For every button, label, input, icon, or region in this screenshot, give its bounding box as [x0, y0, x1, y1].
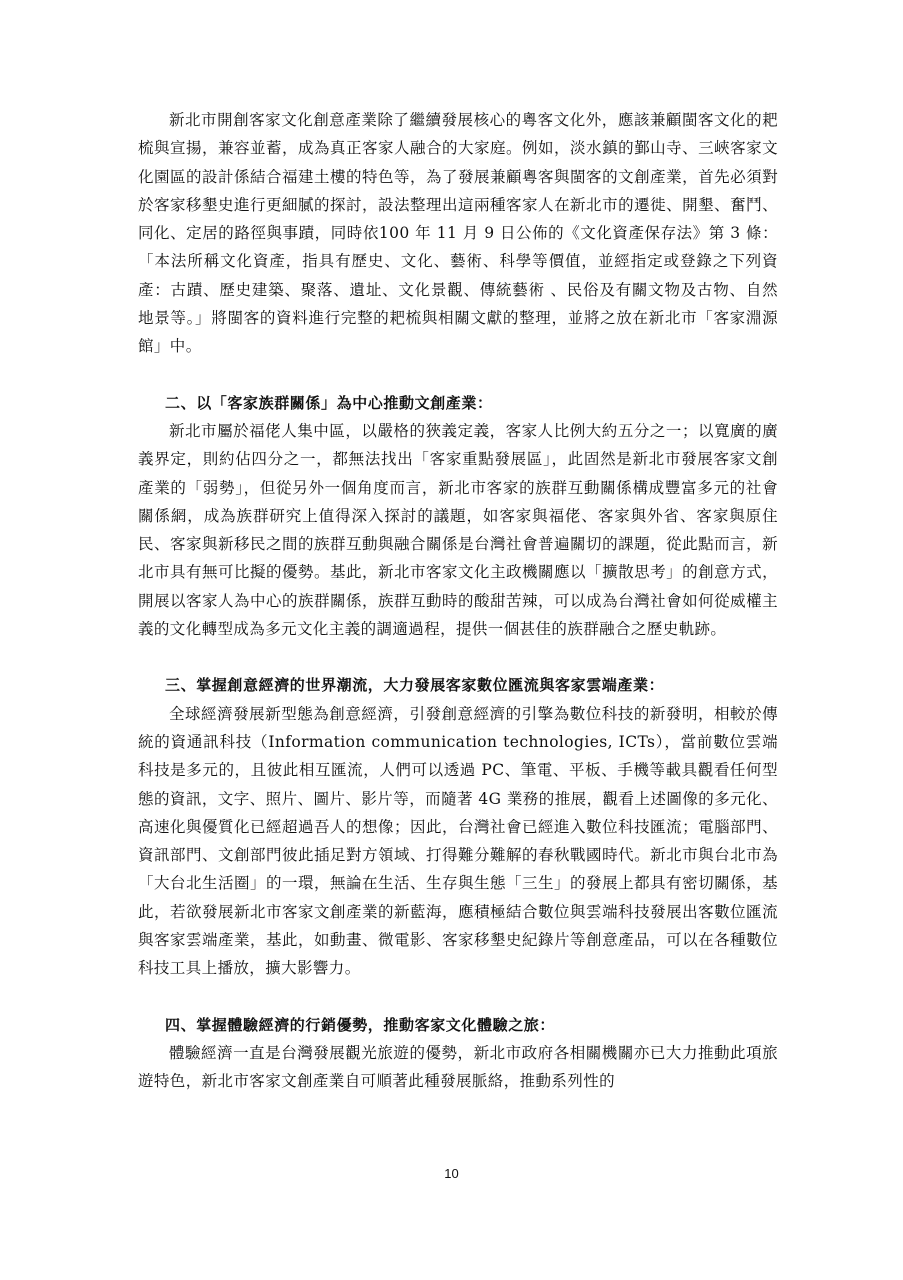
section-heading-creative-economy: 三、掌握創意經濟的世界潮流，大力發展客家數位匯流與客家雲端產業：	[165, 676, 665, 695]
section-heading-ethnic-relations: 二、以「客家族群關係」為中心推動文創產業：	[165, 393, 493, 412]
section-spacer	[138, 983, 778, 1011]
section-heading-experience-economy: 四、掌握體驗經濟的行銷優勢，推動客家文化體驗之旅：	[165, 1015, 556, 1034]
document-body	[138, 106, 778, 1096]
paragraph-experience-economy: 體驗經濟一直是台灣發展觀光旅遊的優勢，新北市政府各相關機關亦已大力推動此項旅遊特色，新北市客家文創產業自可順著此種發展脈絡，推動系列性的	[138, 1043, 778, 1091]
paragraph-creative-economy: 全球經濟發展新型態為創意經濟，引發創意經濟的引擎為數位科技的新發明，相較於傳統的資通訊科技（Information communication technologies, ICTs），當前數位雲端科技是多元的，且彼此相互匯流，人們可以透過 PC、筆電、平板、手機等載具觀看任何型態的資訊，文字、照片、圖片、影片等，而隨著 4G 業務的推展，觀看上述圖像的多元化、高速化與優質化已經超過吾人的想像；因此，台灣社會已經進入數位科技匯流；電腦部門、資訊部門、文創部門彼此插足對方領域、打得難分難解的春秋戰國時代。新北市與台北市為「大台北生活圈」的一環，無論在生活、生存與生態「三生」的發展上都具有密切關係，基此，若欲發展新北市客家文創產業的新藍海，應積極結合數位與雲端科技發展出客數位匯流與客家雲端產業，基此，如動畫、微電影、客家移墾史紀錄片等創意產品，可以在各種數位科技工具上播放，擴大影響力。	[138, 704, 778, 978]
section-spacer	[138, 643, 778, 671]
paragraph-hakka-culture-integration: 新北市開創客家文化創意產業除了繼續發展核心的粵客文化外，應該兼顧閩客文化的耙梳與宣揚，兼容並蓄，成為真正客家人融合的大家庭。例如，淡水鎮的鄞山寺、三峽客家文化園區的設計係結合福建土樓的特色等，為了發展兼顧粵客與閩客的文創產業，首先必須對於客家移墾史進行更細膩的探討，設法整理出這兩種客家人在新北市的遷徙、開墾、奮鬥、同化、定居的路徑與事蹟，同時依100 年 11 月 9 日公佈的《文化資產保存法》第 3 條：「本法所稱文化資產，指具有歷史、文化、藝術、科學等價值，並經指定或登錄之下列資產：古蹟、歷史建築、聚落、遺址、文化景觀、傳統藝術 、民俗及有關文物及古物、自然地景等。」將閩客的資料進行完整的耙梳與相關文獻的整理，並將之放在新北市「客家淵源館」中。	[138, 111, 778, 356]
page-number: 10	[444, 1166, 459, 1181]
section-spacer	[138, 361, 778, 389]
paragraph-ethnic-relations: 新北市屬於福佬人集中區，以嚴格的狹義定義，客家人比例大約五分之一；以寬廣的廣義界定，則約佔四分之一，都無法找出「客家重點發展區」，此固然是新北市發展客家文創產業的「弱勢」，但從另外一個角度而言，新北市客家的族群互動關係構成豐富多元的社會關係網，成為族群研究上值得深入探討的議題，如客家與福佬、客家與外省、客家與原住民、客家與新移民之間的族群互動與融合關係是台灣社會普遍關切的課題，從此點而言，新北市具有無可比擬的優勢。基此，新北市客家文化主政機關應以「擴散思考」的創意方式，開展以客家人為中心的族群關係，族群互動時的酸甜苦辣，可以成為台灣社會如何從威權主義的文化轉型成為多元文化主義的調適過程，提供一個甚佳的族群融合之歷史軌跡。	[138, 421, 778, 639]
